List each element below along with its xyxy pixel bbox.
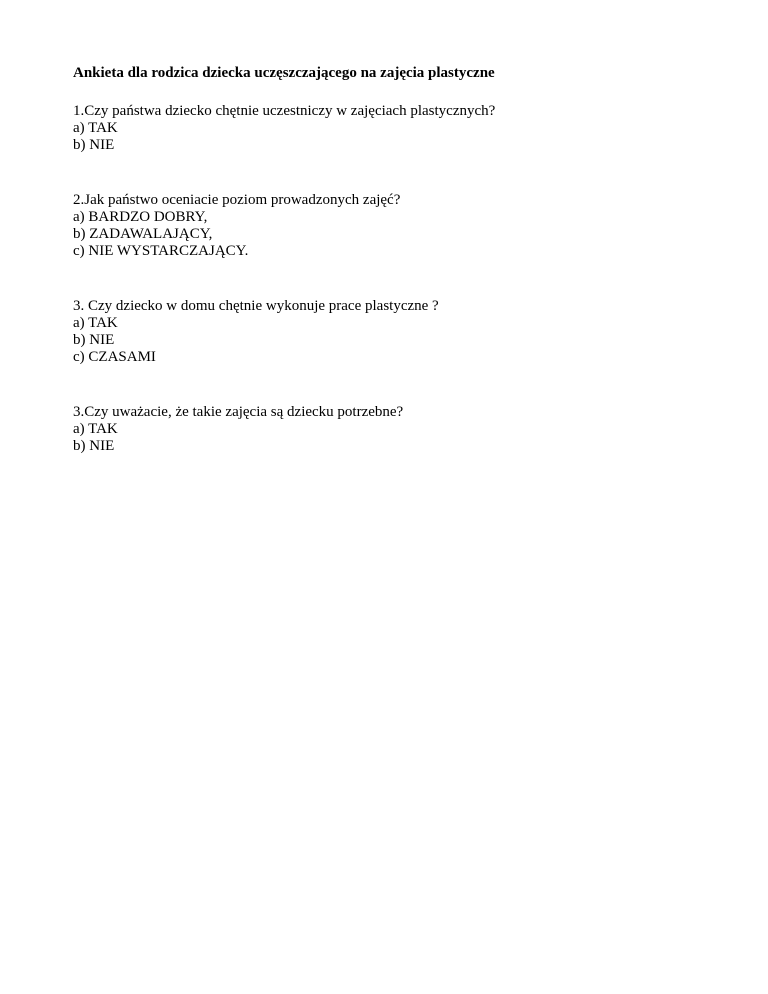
question-1-text: 1.Czy państwa dziecko chętnie uczestniczy w zajęciach plastycznych?: [73, 103, 496, 119]
question-4-option-b: b) NIE: [73, 438, 115, 454]
question-2-text: 2.Jak państwo oceniacie poziom prowadzonych zajęć?: [73, 192, 401, 208]
question-1: [73, 103, 713, 154]
question-1-option-b: b) NIE: [73, 137, 115, 153]
question-4: [73, 404, 713, 455]
spacer: [73, 260, 713, 298]
question-4-option-a: a) TAK: [73, 421, 118, 437]
question-3: [73, 298, 713, 366]
document-title: Ankieta dla rodzica dziecka uczęszczającego na zajęcia plastyczne: [73, 65, 495, 81]
question-4-text: 3.Czy uważacie, że takie zajęcia są dziecku potrzebne?: [73, 404, 404, 420]
question-2-option-a: a) BARDZO DOBRY,: [73, 209, 208, 225]
question-1-option-a: a) TAK: [73, 120, 118, 136]
question-2: [73, 192, 713, 260]
spacer: [73, 366, 713, 404]
question-2-option-b: b) ZADAWALAJĄCY,: [73, 226, 213, 242]
question-3-option-c: c) CZASAMI: [73, 349, 156, 365]
question-2-option-c: c) NIE WYSTARCZAJĄCY.: [73, 243, 249, 259]
question-3-option-a: a) TAK: [73, 315, 118, 331]
document-page: [73, 63, 713, 455]
question-3-option-b: b) NIE: [73, 332, 115, 348]
spacer: [73, 154, 713, 192]
question-3-text: 3. Czy dziecko w domu chętnie wykonuje prace plastyczne ?: [73, 298, 439, 314]
